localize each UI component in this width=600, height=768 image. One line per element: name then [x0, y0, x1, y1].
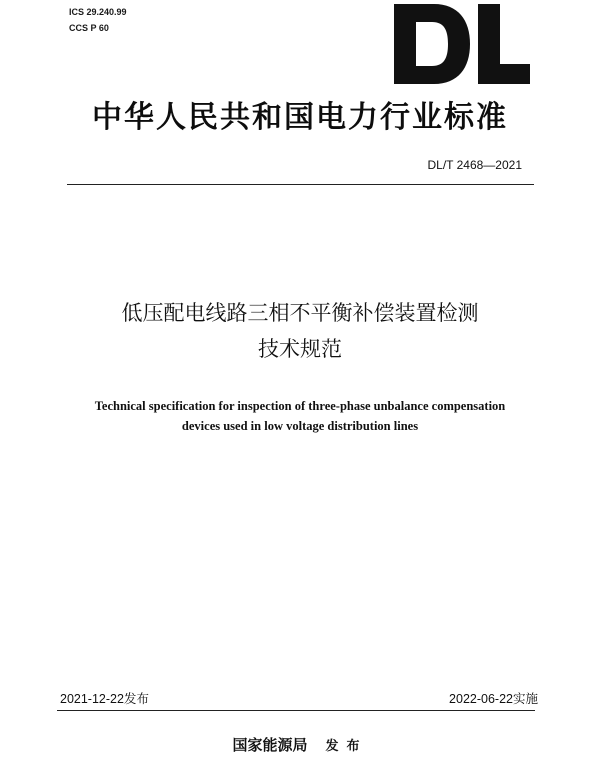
issue-date: 2021-12-22发布 — [60, 692, 149, 706]
implementation-date: 2022-06-22实施 — [449, 692, 538, 706]
footer-divider — [57, 710, 535, 711]
english-title — [0, 396, 600, 436]
dl-logo — [392, 2, 532, 86]
english-title-line-1: Technical specification for inspection of three-phase unbalance compensation — [94, 399, 506, 413]
standard-category-title: 中华人民共和国电力行业标准 — [92, 100, 508, 135]
chinese-title-line-1: 低压配电线路三相不平衡补偿装置检测 — [121, 301, 479, 325]
dl-logo-letter-d — [394, 4, 470, 84]
chinese-title-line-2: 技术规范 — [258, 337, 342, 361]
dl-logo-letter-l — [478, 4, 530, 84]
publisher-name: 国家能源局 — [232, 736, 308, 754]
header-divider — [67, 184, 534, 185]
publisher — [0, 734, 600, 755]
ccs-code: CCS P 60 — [69, 23, 109, 33]
english-title-line-2: devices used in low voltage distribution lines — [181, 419, 419, 433]
chinese-title — [0, 295, 600, 367]
ics-code: ICS 29.240.99 — [69, 7, 127, 17]
standard-number: DL/T 2468—2021 — [427, 158, 522, 172]
publisher-action: 发布 — [325, 739, 368, 754]
classification-codes — [69, 4, 127, 36]
